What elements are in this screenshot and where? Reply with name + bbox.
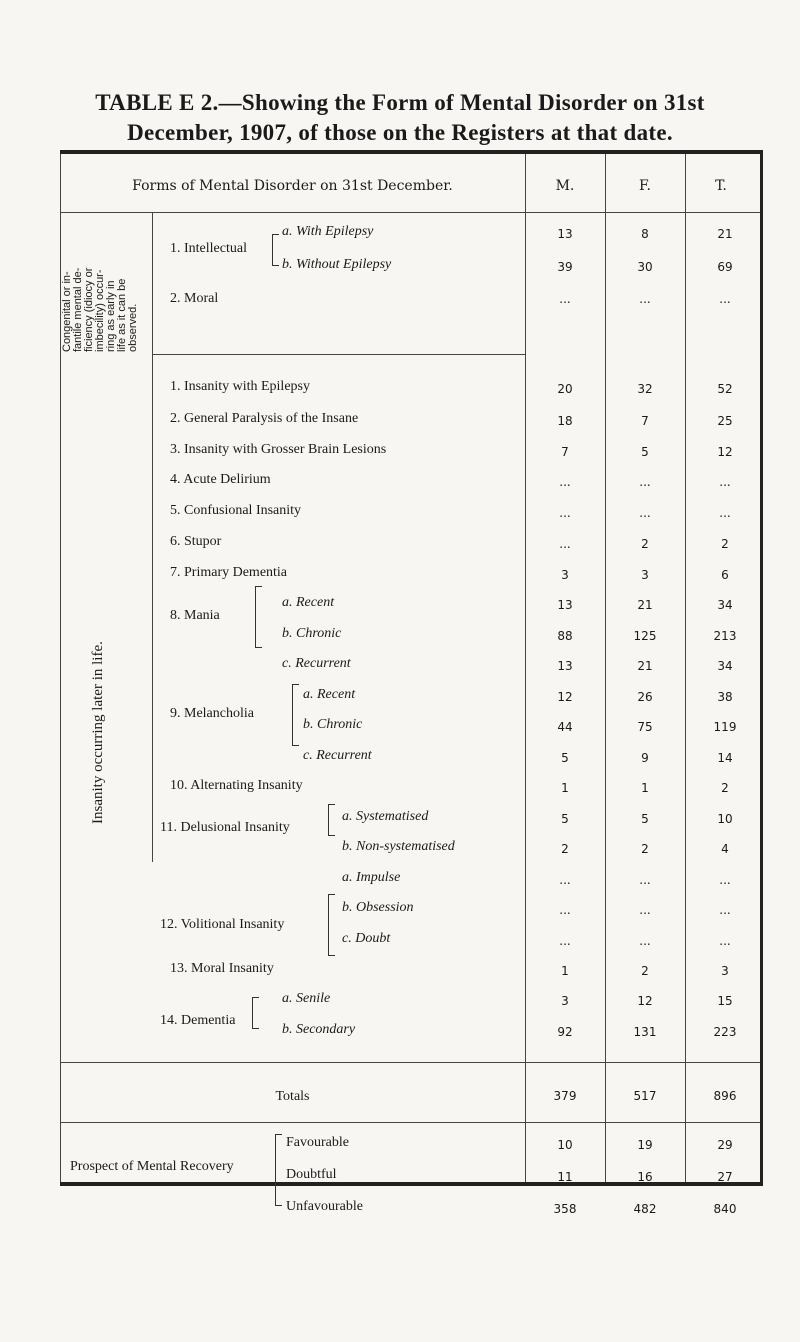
cell-t: ... bbox=[719, 292, 731, 306]
congenital-side-divider bbox=[152, 212, 153, 354]
dementia-group-label: 14. Dementia bbox=[160, 1013, 236, 1028]
cell-f: ... bbox=[639, 475, 651, 489]
side-label-line: life as it can be bbox=[116, 278, 128, 352]
cell-m: 88 bbox=[557, 629, 573, 643]
insanity-row-label: c. Recurrent bbox=[282, 656, 351, 671]
insanity-row-label: a. Impulse bbox=[342, 870, 401, 885]
side-label-line: ring as early in bbox=[105, 280, 117, 352]
cell-f: ... bbox=[639, 934, 651, 948]
cell-f: 26 bbox=[637, 690, 653, 704]
cell-t: ... bbox=[719, 506, 731, 520]
congenital-side-label bbox=[62, 214, 150, 352]
cell-t: ... bbox=[719, 934, 731, 948]
cell-f: 125 bbox=[633, 629, 657, 643]
header-forms: Forms of Mental Disorder on 31st December. bbox=[132, 178, 453, 194]
insanity-side-divider bbox=[152, 354, 153, 862]
cell-m: ... bbox=[559, 475, 571, 489]
cell-f: 2 bbox=[641, 842, 649, 856]
prospect-cell-m: 11 bbox=[557, 1170, 573, 1184]
insanity-side-label bbox=[90, 384, 130, 854]
cell-t: 3 bbox=[721, 964, 729, 978]
insanity-row-label: 13. Moral Insanity bbox=[170, 961, 274, 976]
insanity-row-label: c. Doubt bbox=[342, 931, 391, 946]
prospect-row-label: Doubtful bbox=[286, 1167, 337, 1182]
congenital-rule bbox=[152, 354, 525, 355]
prospect-row-label: Favourable bbox=[286, 1135, 349, 1150]
intellectual-label: 1. Intellectual bbox=[170, 241, 247, 256]
insanity-row-label: 7. Primary Dementia bbox=[170, 565, 288, 580]
moral-label: 2. Moral bbox=[170, 291, 219, 306]
cell-m: 13 bbox=[557, 659, 573, 673]
cell-t: 34 bbox=[717, 598, 733, 612]
cell-f: 5 bbox=[641, 445, 649, 459]
cell-f: 9 bbox=[641, 751, 649, 765]
table-title bbox=[0, 88, 800, 148]
cell-f: 7 bbox=[641, 414, 649, 428]
cell-m: 13 bbox=[557, 227, 573, 241]
mental-disorder-table bbox=[60, 150, 763, 1216]
insanity-row-label: b. Obsession bbox=[342, 900, 414, 915]
header-m: M. bbox=[555, 178, 575, 194]
cell-m: ... bbox=[559, 292, 571, 306]
cell-t: 21 bbox=[717, 227, 733, 241]
cell-m: 5 bbox=[561, 751, 569, 765]
cell-f: ... bbox=[639, 903, 651, 917]
insanity-row-label: 2. General Paralysis of the Insane bbox=[170, 411, 359, 426]
side-label-line: fantile mental de- bbox=[72, 267, 84, 352]
side-label-line: observed. bbox=[127, 303, 139, 352]
cell-f: ... bbox=[639, 292, 651, 306]
cell-t: 4 bbox=[721, 842, 729, 856]
totals-m: 379 bbox=[553, 1089, 577, 1103]
header-rule bbox=[60, 212, 760, 213]
insanity-row-label: c. Recurrent bbox=[303, 748, 372, 763]
header-t: T. bbox=[715, 178, 727, 194]
cell-m: 92 bbox=[557, 1025, 573, 1039]
cell-f: 5 bbox=[641, 812, 649, 826]
without-epilepsy-label: b. Without Epilepsy bbox=[282, 257, 392, 272]
prospect-cell-f: 482 bbox=[633, 1202, 657, 1216]
cell-t: 12 bbox=[717, 445, 733, 459]
totals-t: 896 bbox=[713, 1089, 737, 1103]
totals-rule-bottom bbox=[60, 1122, 760, 1123]
cell-f: 75 bbox=[637, 720, 653, 734]
prospect-row-label: Unfavourable bbox=[286, 1199, 363, 1214]
cell-t: 25 bbox=[717, 414, 733, 428]
cell-m: 3 bbox=[561, 994, 569, 1008]
cell-m: 20 bbox=[557, 382, 573, 396]
insanity-side-text: Insanity occurring later in life. bbox=[90, 641, 106, 824]
with-epilepsy-label: a. With Epilepsy bbox=[282, 224, 374, 239]
prospect-cell-t: 29 bbox=[717, 1138, 733, 1152]
prospect-label: Prospect of Mental Recovery bbox=[70, 1159, 234, 1174]
cell-f: 3 bbox=[641, 568, 649, 582]
insanity-row-label: a. Systematised bbox=[342, 809, 429, 824]
insanity-row-label: 3. Insanity with Grosser Brain Lesions bbox=[170, 442, 387, 457]
prospect-cell-m: 358 bbox=[553, 1202, 577, 1216]
cell-f: 131 bbox=[633, 1025, 657, 1039]
side-label-line: imbecility) occur- bbox=[94, 269, 106, 352]
insanity-row-label: a. Recent bbox=[282, 595, 335, 610]
cell-t: 52 bbox=[717, 382, 733, 396]
cell-f: 30 bbox=[637, 260, 653, 274]
insanity-row-label: 6. Stupor bbox=[170, 534, 222, 549]
insanity-row-label: b. Chronic bbox=[303, 717, 363, 732]
insanity-row-label: a. Recent bbox=[303, 687, 356, 702]
prospect-cell-t: 27 bbox=[717, 1170, 733, 1184]
prospect-cell-f: 19 bbox=[637, 1138, 653, 1152]
cell-t: 6 bbox=[721, 568, 729, 582]
insanity-row-label: b. Secondary bbox=[282, 1022, 356, 1037]
cell-t: 38 bbox=[717, 690, 733, 704]
dementia-brace bbox=[252, 997, 259, 1029]
insanity-row-label: 10. Alternating Insanity bbox=[170, 778, 303, 793]
cell-t: 15 bbox=[717, 994, 733, 1008]
cell-m: 3 bbox=[561, 568, 569, 582]
cell-t: 10 bbox=[717, 812, 733, 826]
cell-f: ... bbox=[639, 873, 651, 887]
insanity-row-label: b. Chronic bbox=[282, 626, 342, 641]
cell-f: 2 bbox=[641, 537, 649, 551]
cell-t: 14 bbox=[717, 751, 733, 765]
prospect-cell-t: 840 bbox=[713, 1202, 737, 1216]
prospect-cell-f: 16 bbox=[637, 1170, 653, 1184]
cell-t: 223 bbox=[713, 1025, 737, 1039]
side-label-line: Congenital or in- bbox=[61, 271, 73, 352]
insanity-row-label: 5. Confusional Insanity bbox=[170, 503, 302, 518]
totals-rule-top bbox=[60, 1062, 760, 1063]
cell-t: 119 bbox=[713, 720, 737, 734]
cell-m: 39 bbox=[557, 260, 573, 274]
cell-f: 1 bbox=[641, 781, 649, 795]
cell-m: 18 bbox=[557, 414, 573, 428]
cell-m: ... bbox=[559, 506, 571, 520]
cell-f: 2 bbox=[641, 964, 649, 978]
insanity-row-label: 1. Insanity with Epilepsy bbox=[170, 379, 310, 394]
insanity-row-label: 4. Acute Delirium bbox=[170, 472, 271, 487]
cell-t: 213 bbox=[713, 629, 737, 643]
cell-m: 2 bbox=[561, 842, 569, 856]
totals-label: Totals bbox=[275, 1089, 310, 1104]
cell-t: ... bbox=[719, 873, 731, 887]
cell-m: ... bbox=[559, 873, 571, 887]
title-line-2: December, 1907, of those on the Registers at that date. bbox=[127, 120, 673, 145]
cell-f: 12 bbox=[637, 994, 653, 1008]
header-f: F. bbox=[639, 178, 651, 194]
cell-m: 13 bbox=[557, 598, 573, 612]
volitional-group-label: 12. Volitional Insanity bbox=[160, 917, 285, 932]
volitional-brace bbox=[328, 894, 335, 956]
totals-f: 517 bbox=[633, 1089, 657, 1103]
cell-f: 21 bbox=[637, 659, 653, 673]
delusional-brace bbox=[328, 804, 335, 836]
insanity-row-label: a. Senile bbox=[282, 991, 331, 1006]
melancholia-group-label: 9. Melancholia bbox=[170, 706, 254, 721]
melancholia-brace bbox=[292, 684, 299, 746]
cell-m: ... bbox=[559, 903, 571, 917]
cell-m: 1 bbox=[561, 781, 569, 795]
prospect-brace bbox=[275, 1134, 282, 1206]
cell-t: 69 bbox=[717, 260, 733, 274]
delusional-group-label: 11. Delusional Insanity bbox=[160, 820, 290, 835]
cell-f: ... bbox=[639, 506, 651, 520]
cell-t: 2 bbox=[721, 537, 729, 551]
insanity-row-label: b. Non-systematised bbox=[342, 839, 455, 854]
cell-t: 34 bbox=[717, 659, 733, 673]
cell-m: 7 bbox=[561, 445, 569, 459]
cell-m: ... bbox=[559, 934, 571, 948]
mania-brace bbox=[255, 586, 262, 648]
cell-t: ... bbox=[719, 475, 731, 489]
cell-f: 8 bbox=[641, 227, 649, 241]
cell-m: 12 bbox=[557, 690, 573, 704]
cell-t: ... bbox=[719, 903, 731, 917]
side-label-line: ficiency (idiocy or bbox=[83, 267, 95, 352]
intellectual-brace bbox=[272, 234, 279, 266]
cell-m: 5 bbox=[561, 812, 569, 826]
title-line-1: TABLE E 2.—Showing the Form of Mental Disorder on 31st bbox=[95, 90, 705, 115]
cell-m: ... bbox=[559, 537, 571, 551]
cell-f: 32 bbox=[637, 382, 653, 396]
cell-t: 2 bbox=[721, 781, 729, 795]
mania-group-label: 8. Mania bbox=[170, 608, 220, 623]
cell-m: 1 bbox=[561, 964, 569, 978]
prospect-cell-m: 10 bbox=[557, 1138, 573, 1152]
cell-f: 21 bbox=[637, 598, 653, 612]
cell-m: 44 bbox=[557, 720, 573, 734]
